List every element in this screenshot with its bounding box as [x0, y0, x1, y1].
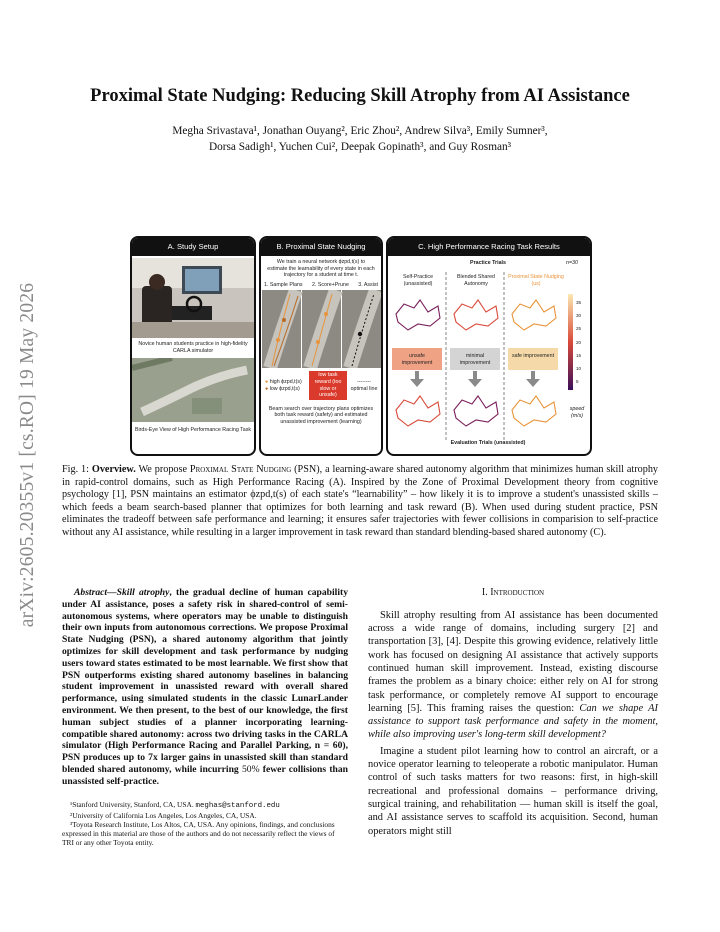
left-column [62, 587, 348, 848]
abstract [62, 587, 348, 788]
footnote-email[interactable]: meghas@stanford.edu [195, 801, 280, 810]
intro-paragraph-1: Skill atrophy resulting from AI assistance has been documented across a wide range of domains, including surgery [2] and transportation [3], [4]. Despite this growing evidence, relatively little work has focused on designing AI assistance that actively supports continued human skill improvement. Instead, existing discourse frames the problem as a binary choice: either rely on AI for strong task performance, or completely remove AI support to encourage learning [5]. This framing raises the question: Can we shape AI assistance to support task performance and safety in the moment, while also improving user's long-term skill development? [368, 609, 658, 741]
tick-20: 20 [576, 339, 582, 345]
n-label: n=30 [566, 260, 578, 266]
speed-colorbar [568, 294, 573, 390]
abstract-label: Abstract— [74, 587, 117, 598]
step-labels [261, 282, 381, 289]
step-score-prune: 2. Score+Prune [311, 281, 349, 288]
tick-25: 25 [576, 326, 582, 332]
legend-low: ● low ϕzpd,t(s) [265, 385, 300, 392]
col-self-practice: Self-Practice (unassisted) [402, 274, 434, 287]
abstract-skill-atrophy: Skill atrophy [116, 587, 170, 598]
birds-eye-photo [132, 358, 254, 422]
author-list [60, 124, 660, 155]
col-blended: Blended Shared Autonomy [457, 274, 495, 287]
speed-label: speed (m/s) [569, 406, 585, 419]
paper-title: Proximal State Nudging: Reducing Skill Atrophy from AI Assistance [90, 86, 630, 106]
arxiv-stamp [8, 255, 48, 655]
abstract-tail: fewer collisions than unassisted self-practice. [62, 763, 348, 787]
panel-c-body [388, 256, 590, 454]
abstract-pct: 50% [241, 763, 260, 775]
footnote-3: ³Toyota Research Institute, Los Altos, CA, USA. Any opinions, findings, and conclusions expressed in this material are those of the authors and do not necessarily reflect the views of TRI or any other Toyota entity. [62, 819, 335, 848]
abstract-text: , the gradual decline of human capability under AI assistance, poses a safety risk in shared-control of semi-autonomous systems, where operators may be unable to distinguish their own inputs from autonomous corrections. We propose Proximal State Nudging (PSN), a shared autonomy algorithm that jointly optimizes for skill development and task performance by nudging users toward states estimated to be most learnable. We first show that PSN outperforms existing shared autonomy baselines in balancing student improvement in unassisted reward with overall shared performance, using simulated students in the classic LunarLander environment. We then present, to the best of our knowledge, the first human subject studies of a planner incorporating learning-compatible shared autonomy: across two driving tasks in the CARLA simulator (High Performance Racing and Parallel Parking, n = 60), PSN produces up to 7x larger gains in unassisted skill than standard blended shared autonomy, while incurring [62, 587, 348, 775]
tick-10: 10 [576, 366, 582, 372]
panel-a-header: A. Study Setup [132, 238, 254, 256]
box-unsafe-label: unsafe improvement [401, 353, 433, 366]
box-minimal-label: minimal improvement [459, 353, 491, 366]
panel-a-caption-2: Birds-Eye View of High Performance Racing Task [134, 427, 252, 434]
tick-5: 5 [576, 379, 579, 385]
footnote-2: ²University of California Los Angeles, Los Angeles, CA, USA. [70, 810, 257, 820]
colorbar-ticks [576, 296, 590, 388]
box-safe-label: safe improvement [511, 353, 555, 359]
intro-question: Can we shape AI assistance to support task performance and safety in the moment, while also improving user's long-term skill development? [368, 702, 658, 741]
authors-line-1: Megha Srivastava¹, Jonathan Ouyang², Eric Zhou², Andrew Silva³, Emily Sumner³, [172, 125, 548, 137]
planning-illustration [262, 290, 382, 368]
footnote-1: ¹Stanford University, Stanford, CA, USA. meghas@stanford.edu [70, 799, 280, 810]
arxiv-stamp-text: arXiv:2605.20355v1 [cs.RO] 19 May 2026 [17, 282, 38, 628]
legend-high: ● high ϕzpd,t(s) [265, 378, 302, 385]
caption-psn-name: Proximal State Nudging [189, 464, 292, 475]
col-psn: Proximal State Nudging (us) [508, 274, 564, 287]
authors-line-2: Dorsa Sadigh¹, Yuchen Cui², Deepak Gopinath³, and Guy Rosman³ [208, 140, 512, 153]
panel-b-legend [261, 368, 381, 399]
panel-a-caption-1: Novice human students practice in high-fidelity CARLA simulator [138, 341, 248, 354]
eval-trials-label: Evaluation Trials (unassisted) [450, 440, 526, 446]
optimal-line-label: -------- optimal line [350, 378, 378, 392]
intro-heading: I. Introduction [481, 587, 545, 598]
figure-caption [62, 464, 658, 540]
simulator-photo [132, 258, 254, 338]
caption-label: Fig. 1: [62, 464, 89, 475]
tick-15: 15 [576, 352, 582, 358]
intro-paragraph-2: Imagine a student pilot learning how to control an aircraft, or a novice operator learning to teleoperate a robotic manipulator. Human control of such tasks matters for two reasons: first, in high-skill recreational and professional domains – performance driving, surgical training, and rehabilitation — human skill is itself the goal, and AI assistance serves to scaffold its acquisition. Second, human operators might still [368, 745, 658, 837]
caption-text-b: (PSN), a learning-aware shared autonomy algorithm that minimizes human skill atrophy in rapid-control domains, such as High Performance Racing (A). Inspired by the Zone of Proximal Development theory from cognitive psychology [1], PSN maintains an estimator ϕzpd,t(s) of each state's “learnability” – how likely it is to improve a student's unassisted skills – which feeds a beam search-based planner that optimizes for both learning and task reward (B). When used during student practice, PSN eliminates the tradeoff between safe performance and learning; it ensures safer trajectories with fewer collisions in comparision to self-practice without any AI assistance, while resulting in a larger improvement in task reward than standard blending-based shared autonomy (C). [62, 464, 659, 538]
tick-30: 30 [576, 313, 582, 319]
tick-35: 35 [576, 300, 582, 305]
panel-racing-results [386, 236, 592, 456]
caption-bold: Overview. [91, 464, 136, 475]
practice-trials-label: Practice Trials [470, 260, 506, 266]
panel-study-setup [130, 236, 256, 456]
panel-b-footer: Beam search over trajectory plans optimizes both task reward (safety) and estimated unassisted improvement (learning) [268, 405, 374, 425]
step-sample-plans: 1. Sample Plans [264, 281, 303, 288]
panel-c-header: C. High Performance Racing Task Results [388, 238, 590, 256]
panel-b-header: B. Proximal State Nudging [261, 238, 381, 256]
figure-1 [130, 236, 592, 456]
right-column [368, 587, 658, 838]
low-reward-box: low task reward (too slow or unsafe) [309, 371, 347, 399]
caption-text-a: We propose [135, 464, 190, 475]
panel-proximal-state-nudging [259, 236, 383, 456]
panel-b-intro: We train a neural network ϕzpd,t(s) to estimate the learnability of every state in each trajectory for a student at time t. [267, 259, 375, 279]
step-assist: 3. Assist [358, 281, 378, 288]
